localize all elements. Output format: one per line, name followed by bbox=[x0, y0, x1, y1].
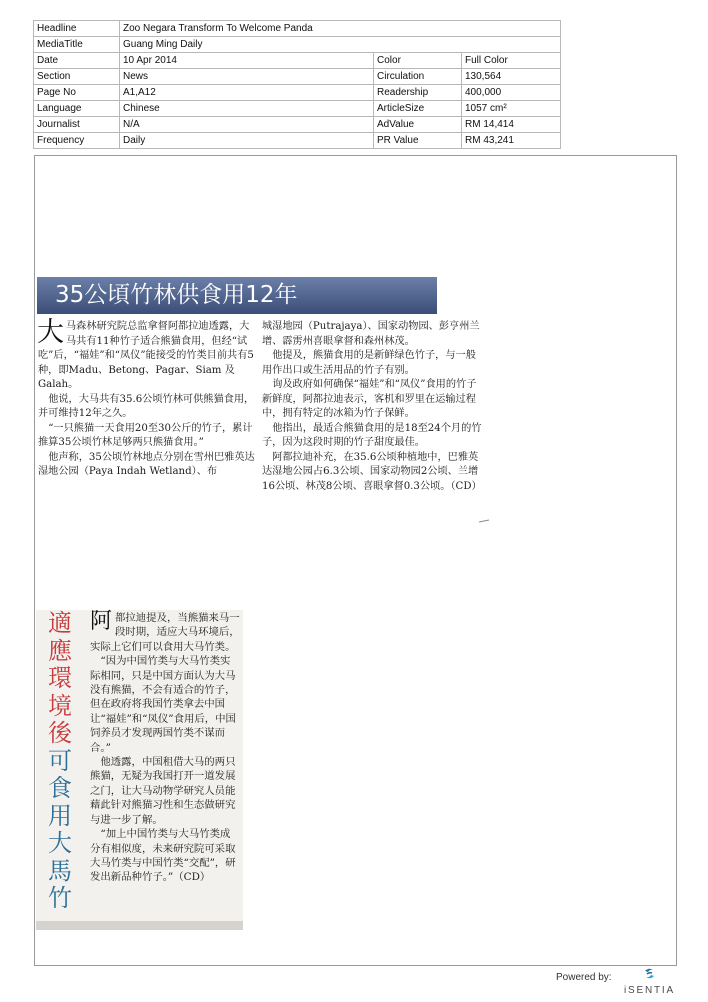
language-label: Language bbox=[34, 101, 120, 116]
frequency-label: Frequency bbox=[34, 133, 120, 149]
article1-dropcap: 大 bbox=[37, 317, 64, 348]
metadata-row-journalist bbox=[34, 117, 560, 133]
article2-scan-edge bbox=[36, 921, 243, 930]
article2-paragraph: “加上中国竹类与大马竹类成分有相似度，未来研究院可采取大马竹类与中国竹类“交配”，研发出新品种竹子。”（CD） bbox=[90, 828, 236, 884]
date-label: Date bbox=[34, 53, 120, 68]
article2-paragraph: “因为中国竹类与大马竹类实际相同，只是中国方面认为大马没有熊猫，不会有适合的竹子，但在政府将我国竹类拿去中国让“福娃”和“凤仪”食用后，中国饲养员才发现两国竹类不谋而合。” bbox=[90, 655, 236, 754]
powered-by-label: Powered by: bbox=[556, 972, 612, 983]
article1-paragraph: 询及政府如何确保“福娃”和“凤仪”食用的竹子新鲜度，阿都拉迪表示，客机和罗里在运输过程中，拥有特定的冰箱为竹子保鲜。 bbox=[262, 379, 477, 419]
article2-paragraph bbox=[90, 611, 240, 654]
date-value: 10 Apr 2014 bbox=[120, 53, 374, 68]
article1-paragraph: 城湿地园（Putrajaya）、国家动物园、彭亨州兰增、霹雳州喜眼拿督和森州林茂。 bbox=[262, 321, 480, 347]
advalue-value: RM 14,414 bbox=[465, 119, 514, 130]
metadata-row-section bbox=[34, 69, 560, 85]
article1-headline: 35公頃竹林供食用12年 bbox=[55, 282, 298, 308]
circulation-value: 130,564 bbox=[465, 71, 502, 82]
article1-paragraph: 他指出，最适合熊猫食用的是18至24个月的竹子，因为这段时期的竹子甜度最佳。 bbox=[262, 422, 482, 448]
article2-paragraph: 他透露，中国租借大马的两只熊猫，无疑为我国打开一道发展之门，让大马动物学研究人员能藉此针对熊猫习性和生态做研究与进一步了解。 bbox=[90, 756, 236, 826]
articlesize-label: ArticleSize bbox=[374, 101, 462, 116]
article1-paragraph: 他提及，熊猫食用的是新鲜绿色竹子，与一般用作出口或生活用品的竹子有别。 bbox=[262, 350, 476, 376]
article1-paragraph-text: 马森林研究院总监拿督阿都拉迪透露，大马共有11种竹子适合熊猫食用，但经“试吃”后，“福娃”和“凤仪”能接受的竹类目前共有5种，即Madu、Betong、Pagar、Siam 及Galah。 bbox=[38, 321, 254, 390]
article1-paragraph: “一只熊猫一天食用20至30公斤的竹子，累计推算35公顷竹林足够两只熊猫食用。” bbox=[38, 422, 253, 448]
readership-label: Readership bbox=[374, 85, 462, 100]
articlesize-value: 1057 cm² bbox=[465, 103, 507, 114]
section-value: News bbox=[120, 69, 374, 84]
color-label: Color bbox=[374, 53, 462, 68]
metadata-row-frequency bbox=[34, 133, 560, 149]
article1-headline-banner bbox=[37, 277, 437, 314]
metadata-row-date bbox=[34, 53, 560, 69]
metadata-row-headline bbox=[34, 21, 560, 37]
frequency-value: Daily bbox=[120, 133, 374, 149]
language-value: Chinese bbox=[120, 101, 374, 116]
prvalue-label: PR Value bbox=[374, 133, 462, 149]
isentia-logo-text: iSENTIA bbox=[624, 985, 675, 996]
mediatitle-value: Guang Ming Daily bbox=[123, 39, 203, 50]
article2-title-blue: 可食用大馬竹 bbox=[48, 746, 72, 912]
article1-paragraph: 他声称，35公顷竹林地点分别在雪州巴雅英达湿地公园（Paya Indah Wetland）、布 bbox=[38, 451, 255, 477]
advalue-label: AdValue bbox=[374, 117, 462, 132]
mediatitle-label: MediaTitle bbox=[34, 37, 120, 52]
journalist-value: N/A bbox=[120, 117, 374, 132]
color-value: Full Color bbox=[465, 55, 508, 66]
readership-value: 400,000 bbox=[465, 87, 502, 98]
article1-paragraph: 阿都拉迪补充，在35.6公顷种植地中，巴雅英达湿地公园占6.3公顷、国家动物园2公顷、兰增16公顷、林茂8公顷、喜眼拿督0.3公顷。（CD） bbox=[262, 451, 482, 492]
metadata-row-pageno bbox=[34, 85, 560, 101]
isentia-swirl-icon bbox=[642, 966, 657, 981]
metadata-row-language bbox=[34, 101, 560, 117]
article1-paragraph: 他说，大马共有35.6公顷竹林可供熊猫食用，并可维持12年之久。 bbox=[38, 393, 255, 419]
headline-label: Headline bbox=[34, 21, 120, 36]
article2-paragraph-text: 都拉迪提及，当熊猫来马一段时期，适应大马环境后，实际上它们可以食用大马竹类。 bbox=[90, 612, 240, 653]
circulation-label: Circulation bbox=[374, 69, 462, 84]
prvalue-value: RM 43,241 bbox=[465, 135, 514, 146]
article2-title-red: 適應環境後 bbox=[48, 609, 72, 747]
metadata-row-mediatitle bbox=[34, 37, 560, 53]
journalist-label: Journalist bbox=[34, 117, 120, 132]
article1-column-2 bbox=[262, 320, 485, 494]
scan-mark bbox=[478, 518, 490, 524]
metadata-table bbox=[33, 20, 561, 149]
pageno-label: Page No bbox=[34, 85, 120, 100]
article1-column-1 bbox=[37, 317, 257, 480]
section-label: Section bbox=[34, 69, 120, 84]
article2-title bbox=[47, 610, 73, 913]
headline-value: Zoo Negara Transform To Welcome Panda bbox=[123, 23, 313, 34]
article2-dropcap: 阿 bbox=[90, 609, 113, 634]
article1-paragraph bbox=[37, 317, 257, 393]
pageno-value: A1,A12 bbox=[120, 85, 374, 100]
article2-body bbox=[90, 611, 240, 885]
